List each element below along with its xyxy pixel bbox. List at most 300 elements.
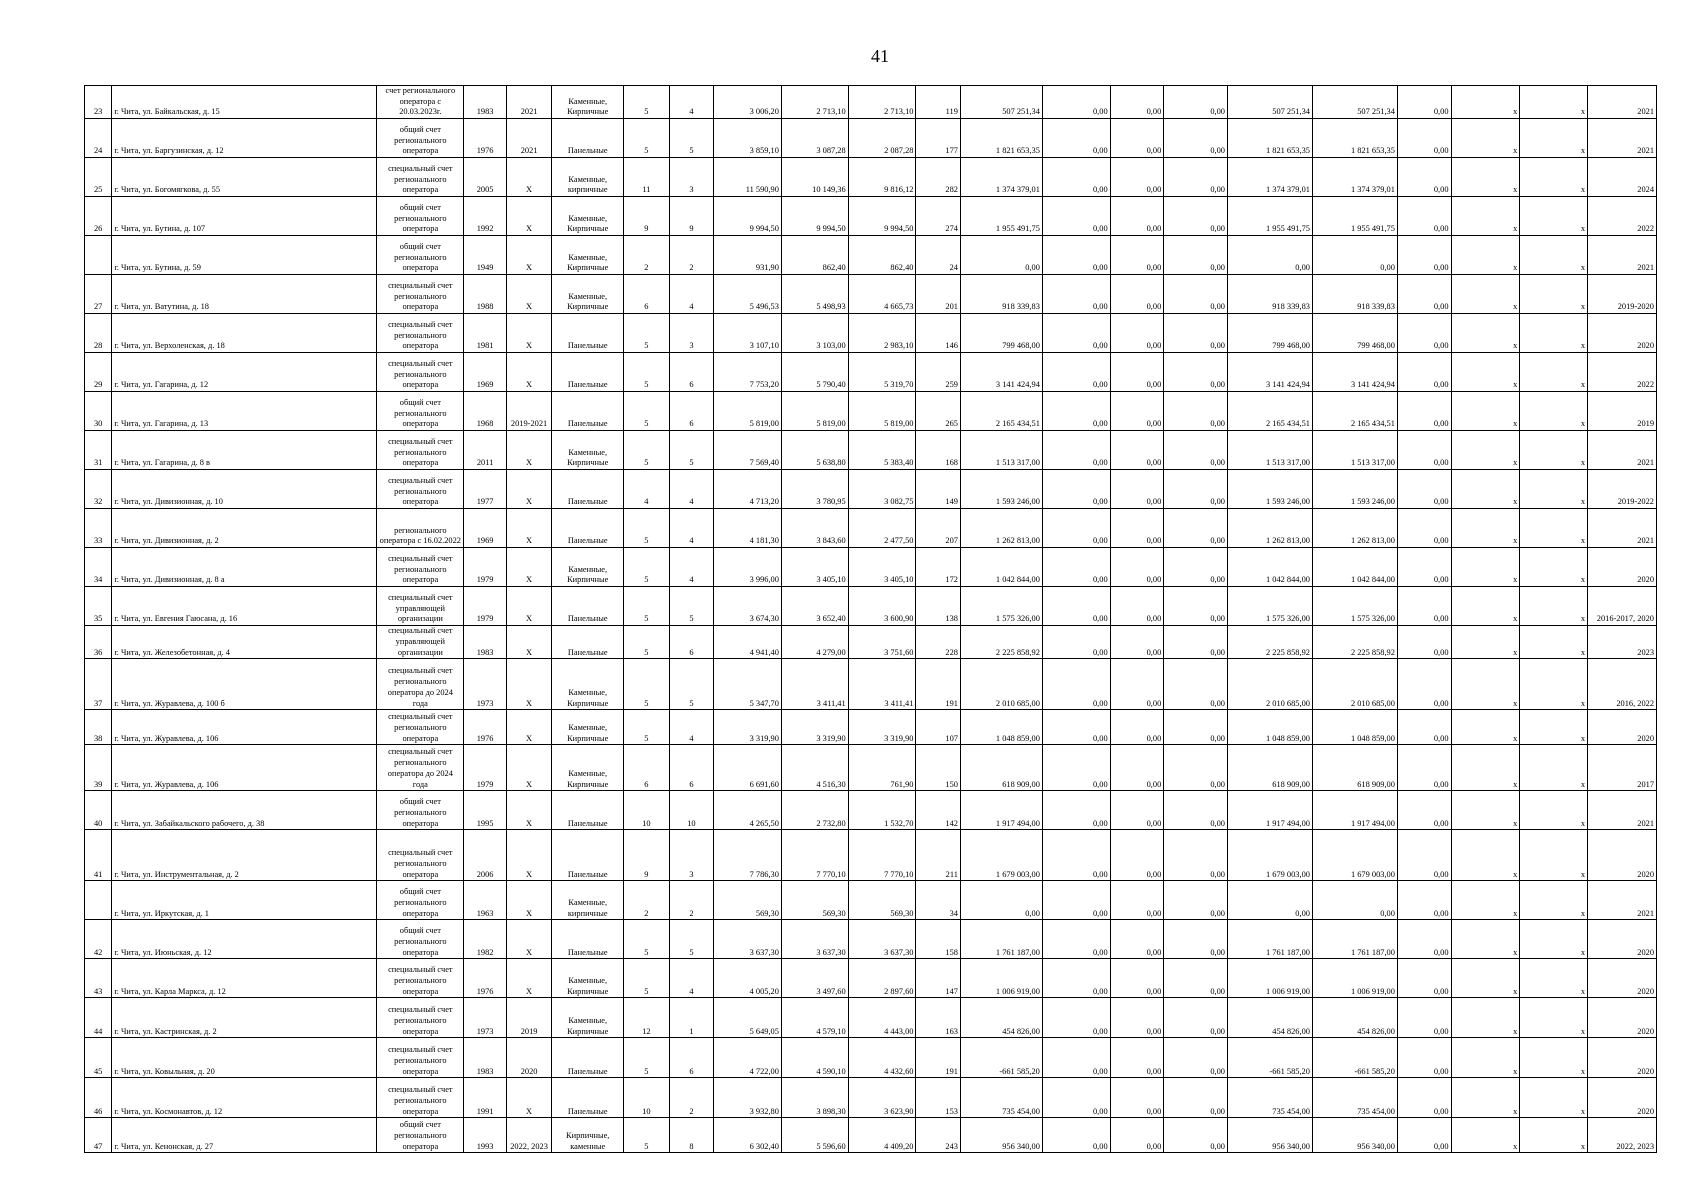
planned-term-cell: 2021 (1588, 881, 1657, 920)
planned-term-cell: 2020 (1588, 830, 1657, 881)
owners-funds-cell: 918 339,83 (1227, 275, 1312, 314)
other-funds-cell: 0,00 (1397, 881, 1451, 920)
total-area-cell: 5 347,70 (714, 659, 782, 710)
residents-cell: 149 (916, 470, 961, 509)
owners-funds-total-cell: 1 761 187,00 (1312, 920, 1397, 959)
entrances-cell: 2 (669, 1078, 714, 1118)
row-number: 36 (85, 626, 112, 659)
total-cost-cell: 3 141 424,94 (960, 353, 1042, 392)
address-cell: г. Чита, ул. Кастринская, д. 2 (112, 998, 377, 1038)
living-area-cell: 9 816,12 (848, 158, 916, 197)
account-type-cell: специальный счет регионального оператора до 2024 года (377, 659, 464, 710)
unit-cost-cell: x (1451, 119, 1520, 158)
local-budget-cell: 0,00 (1164, 659, 1228, 710)
total-area-cell: 4 722,00 (714, 1038, 782, 1078)
total-area-cell: 3 637,30 (714, 920, 782, 959)
row-number: 23 (85, 86, 112, 119)
living-area-cell: 3 637,30 (848, 920, 916, 959)
address-cell: г. Чита, ул. Гагарина, д. 12 (112, 353, 377, 392)
floors-cell: 6 (624, 745, 670, 791)
regional-budget-cell: 0,00 (1110, 881, 1164, 920)
planned-term-cell: 2022 (1588, 197, 1657, 236)
table-row (85, 86, 1657, 119)
total-area-cell: 4 941,40 (714, 626, 782, 659)
total-cost-cell: 1 374 379,01 (960, 158, 1042, 197)
rooms-area-cell: 3 103,00 (781, 314, 848, 353)
other-funds-cell: 0,00 (1397, 1038, 1451, 1078)
address-cell: г. Чита, ул. Гагарина, д. 8 в (112, 431, 377, 470)
row-number (85, 881, 112, 920)
residents-cell: 259 (916, 353, 961, 392)
total-cost-cell: 1 575 326,00 (960, 587, 1042, 626)
table-row (85, 791, 1657, 830)
last-repair-cell: Х (506, 745, 552, 791)
federal-fund-cell: 0,00 (1042, 1038, 1110, 1078)
other-funds-cell: 0,00 (1397, 236, 1451, 275)
total-cost-cell: 1 761 187,00 (960, 920, 1042, 959)
max-unit-cost-cell: x (1520, 745, 1588, 791)
floors-cell: 5 (624, 1118, 670, 1153)
residents-cell: 119 (916, 86, 961, 119)
total-area-cell: 6 691,60 (714, 745, 782, 791)
floors-cell: 5 (624, 119, 670, 158)
owners-funds-total-cell: 0,00 (1312, 881, 1397, 920)
residents-cell: 168 (916, 431, 961, 470)
build-year-cell: 1983 (464, 1038, 506, 1078)
planned-term-cell: 2021 (1588, 119, 1657, 158)
entrances-cell: 3 (669, 314, 714, 353)
total-cost-cell: 1 513 317,00 (960, 431, 1042, 470)
account-type-cell: счет регионального оператора с 20.03.2023г. (377, 86, 464, 119)
rooms-area-cell: 4 516,30 (781, 745, 848, 791)
table-row (85, 119, 1657, 158)
residents-cell: 24 (916, 236, 961, 275)
local-budget-cell: 0,00 (1164, 197, 1228, 236)
entrances-cell: 5 (669, 431, 714, 470)
account-type-cell: специальный счет регионального оператора (377, 470, 464, 509)
address-cell: г. Чита, ул. Инструментальная, д. 2 (112, 830, 377, 881)
entrances-cell: 5 (669, 659, 714, 710)
living-area-cell: 3 751,60 (848, 626, 916, 659)
row-number: 44 (85, 998, 112, 1038)
planned-term-cell: 2020 (1588, 998, 1657, 1038)
row-number: 39 (85, 745, 112, 791)
planned-term-cell: 2023 (1588, 626, 1657, 659)
address-cell: г. Чита, ул. Журавлева, д. 106 (112, 710, 377, 745)
floors-cell: 5 (624, 1038, 670, 1078)
table-row (85, 710, 1657, 745)
unit-cost-cell: x (1451, 197, 1520, 236)
floors-cell: 5 (624, 314, 670, 353)
total-area-cell: 3 859,10 (714, 119, 782, 158)
unit-cost-cell: x (1451, 998, 1520, 1038)
table-row (85, 197, 1657, 236)
total-cost-cell: 956 340,00 (960, 1118, 1042, 1153)
max-unit-cost-cell: x (1520, 791, 1588, 830)
account-type-cell: общий счет регионального оператора (377, 881, 464, 920)
build-year-cell: 1982 (464, 920, 506, 959)
regional-budget-cell: 0,00 (1110, 920, 1164, 959)
living-area-cell: 3 600,90 (848, 587, 916, 626)
max-unit-cost-cell: x (1520, 197, 1588, 236)
regional-budget-cell: 0,00 (1110, 830, 1164, 881)
owners-funds-cell: 735 454,00 (1227, 1078, 1312, 1118)
unit-cost-cell: x (1451, 509, 1520, 548)
owners-funds-cell: 1 048 859,00 (1227, 710, 1312, 745)
federal-fund-cell: 0,00 (1042, 119, 1110, 158)
other-funds-cell: 0,00 (1397, 791, 1451, 830)
max-unit-cost-cell: x (1520, 509, 1588, 548)
living-area-cell: 4 665,73 (848, 275, 916, 314)
regional-budget-cell: 0,00 (1110, 86, 1164, 119)
floors-cell: 11 (624, 158, 670, 197)
last-repair-cell: 2021 (506, 86, 552, 119)
planned-term-cell: 2020 (1588, 959, 1657, 998)
living-area-cell: 5 383,40 (848, 431, 916, 470)
floors-cell: 12 (624, 998, 670, 1038)
entrances-cell: 10 (669, 791, 714, 830)
local-budget-cell: 0,00 (1164, 710, 1228, 745)
max-unit-cost-cell: x (1520, 314, 1588, 353)
owners-funds-total-cell: 0,00 (1312, 236, 1397, 275)
last-repair-cell: Х (506, 710, 552, 745)
max-unit-cost-cell: x (1520, 392, 1588, 431)
row-number: 38 (85, 710, 112, 745)
address-cell: г. Чита, ул. Иркутская, д. 1 (112, 881, 377, 920)
last-repair-cell: Х (506, 881, 552, 920)
owners-funds-total-cell: 1 513 317,00 (1312, 431, 1397, 470)
total-area-cell: 11 590,90 (714, 158, 782, 197)
federal-fund-cell: 0,00 (1042, 745, 1110, 791)
total-cost-cell: 2 010 685,00 (960, 659, 1042, 710)
build-year-cell: 1979 (464, 548, 506, 587)
entrances-cell: 4 (669, 470, 714, 509)
owners-funds-cell: 1 513 317,00 (1227, 431, 1312, 470)
entrances-cell: 5 (669, 587, 714, 626)
living-area-cell: 4 409,20 (848, 1118, 916, 1153)
account-type-cell: специальный счет регионального оператора (377, 830, 464, 881)
build-year-cell: 1981 (464, 314, 506, 353)
other-funds-cell: 0,00 (1397, 959, 1451, 998)
owners-funds-cell: 1 374 379,01 (1227, 158, 1312, 197)
planned-term-cell: 2019 (1588, 392, 1657, 431)
total-cost-cell: 2 225 858,92 (960, 626, 1042, 659)
regional-budget-cell: 0,00 (1110, 275, 1164, 314)
living-area-cell: 4 432,60 (848, 1038, 916, 1078)
total-area-cell: 6 302,40 (714, 1118, 782, 1153)
row-number: 31 (85, 431, 112, 470)
federal-fund-cell: 0,00 (1042, 659, 1110, 710)
local-budget-cell: 0,00 (1164, 392, 1228, 431)
living-area-cell: 2 983,10 (848, 314, 916, 353)
wall-material-cell: Панельные (552, 791, 624, 830)
local-budget-cell: 0,00 (1164, 236, 1228, 275)
regional-budget-cell: 0,00 (1110, 509, 1164, 548)
federal-fund-cell: 0,00 (1042, 830, 1110, 881)
unit-cost-cell: x (1451, 353, 1520, 392)
unit-cost-cell: x (1451, 710, 1520, 745)
other-funds-cell: 0,00 (1397, 275, 1451, 314)
owners-funds-cell: 1 679 003,00 (1227, 830, 1312, 881)
total-cost-cell: 1 006 919,00 (960, 959, 1042, 998)
wall-material-cell: Каменные, Кирпичные (552, 548, 624, 587)
unit-cost-cell: x (1451, 158, 1520, 197)
floors-cell: 5 (624, 587, 670, 626)
residents-cell: 34 (916, 881, 961, 920)
table-row (85, 1118, 1657, 1153)
entrances-cell: 6 (669, 626, 714, 659)
regional-budget-cell: 0,00 (1110, 158, 1164, 197)
account-type-cell: специальный счет регионального оператора (377, 1038, 464, 1078)
max-unit-cost-cell: x (1520, 158, 1588, 197)
entrances-cell: 6 (669, 1038, 714, 1078)
last-repair-cell: Х (506, 158, 552, 197)
other-funds-cell: 0,00 (1397, 86, 1451, 119)
build-year-cell: 1976 (464, 119, 506, 158)
account-type-cell: специальный счет регионального оператора (377, 314, 464, 353)
address-cell: г. Чита, ул. Дивизионная, д. 8 а (112, 548, 377, 587)
local-budget-cell: 0,00 (1164, 587, 1228, 626)
account-type-cell: специальный счет управляющей организации (377, 587, 464, 626)
owners-funds-cell: 454 826,00 (1227, 998, 1312, 1038)
local-budget-cell: 0,00 (1164, 86, 1228, 119)
wall-material-cell: Панельные (552, 920, 624, 959)
planned-term-cell: 2021 (1588, 86, 1657, 119)
regional-budget-cell: 0,00 (1110, 119, 1164, 158)
planned-term-cell: 2021 (1588, 236, 1657, 275)
max-unit-cost-cell: x (1520, 626, 1588, 659)
wall-material-cell: Панельные (552, 470, 624, 509)
build-year-cell: 1977 (464, 470, 506, 509)
unit-cost-cell: x (1451, 470, 1520, 509)
residents-cell: 147 (916, 959, 961, 998)
account-type-cell: специальный счет регионального оператора (377, 353, 464, 392)
owners-funds-cell: 1 821 653,35 (1227, 119, 1312, 158)
unit-cost-cell: x (1451, 920, 1520, 959)
entrances-cell: 8 (669, 1118, 714, 1153)
address-cell: г. Чита, ул. Журавлева, д. 100 б (112, 659, 377, 710)
account-type-cell: регионального оператора с 16.02.2022 (377, 509, 464, 548)
max-unit-cost-cell: x (1520, 659, 1588, 710)
local-budget-cell: 0,00 (1164, 959, 1228, 998)
residents-cell: 163 (916, 998, 961, 1038)
federal-fund-cell: 0,00 (1042, 509, 1110, 548)
unit-cost-cell: x (1451, 431, 1520, 470)
entrances-cell: 9 (669, 197, 714, 236)
row-number: 26 (85, 197, 112, 236)
federal-fund-cell: 0,00 (1042, 236, 1110, 275)
max-unit-cost-cell: x (1520, 587, 1588, 626)
total-area-cell: 5 496,53 (714, 275, 782, 314)
build-year-cell: 1976 (464, 710, 506, 745)
wall-material-cell: Панельные (552, 392, 624, 431)
max-unit-cost-cell: x (1520, 119, 1588, 158)
account-type-cell: общий счет регионального оператора (377, 920, 464, 959)
address-cell: г. Чита, ул. Космонавтов, д. 12 (112, 1078, 377, 1118)
table-row (85, 431, 1657, 470)
table-row (85, 959, 1657, 998)
owners-funds-total-cell: 1 006 919,00 (1312, 959, 1397, 998)
wall-material-cell: Каменные, кирпичные (552, 158, 624, 197)
row-number: 40 (85, 791, 112, 830)
regional-budget-cell: 0,00 (1110, 626, 1164, 659)
rooms-area-cell: 5 498,93 (781, 275, 848, 314)
regional-budget-cell: 0,00 (1110, 710, 1164, 745)
table-row (85, 881, 1657, 920)
owners-funds-total-cell: 735 454,00 (1312, 1078, 1397, 1118)
last-repair-cell: Х (506, 470, 552, 509)
rooms-area-cell: 3 087,28 (781, 119, 848, 158)
floors-cell: 5 (624, 353, 670, 392)
federal-fund-cell: 0,00 (1042, 1118, 1110, 1153)
owners-funds-cell: 1 262 813,00 (1227, 509, 1312, 548)
entrances-cell: 1 (669, 998, 714, 1038)
total-area-cell: 4 181,30 (714, 509, 782, 548)
other-funds-cell: 0,00 (1397, 830, 1451, 881)
address-cell: г. Чита, ул. Карла Маркса, д. 12 (112, 959, 377, 998)
owners-funds-total-cell: 1 955 491,75 (1312, 197, 1397, 236)
max-unit-cost-cell: x (1520, 710, 1588, 745)
planned-term-cell: 2021 (1588, 431, 1657, 470)
entrances-cell: 6 (669, 392, 714, 431)
row-number: 33 (85, 509, 112, 548)
floors-cell: 5 (624, 431, 670, 470)
unit-cost-cell: x (1451, 1118, 1520, 1153)
table-row (85, 998, 1657, 1038)
row-number: 34 (85, 548, 112, 587)
residents-cell: 207 (916, 509, 961, 548)
local-budget-cell: 0,00 (1164, 791, 1228, 830)
unit-cost-cell: x (1451, 86, 1520, 119)
owners-funds-cell: 1 761 187,00 (1227, 920, 1312, 959)
wall-material-cell: Панельные (552, 509, 624, 548)
max-unit-cost-cell: x (1520, 998, 1588, 1038)
local-budget-cell: 0,00 (1164, 509, 1228, 548)
owners-funds-cell: 3 141 424,94 (1227, 353, 1312, 392)
last-repair-cell: 2022, 2023 (506, 1118, 552, 1153)
planned-term-cell: 2022, 2023 (1588, 1118, 1657, 1153)
last-repair-cell: Х (506, 314, 552, 353)
regional-budget-cell: 0,00 (1110, 587, 1164, 626)
row-number: 30 (85, 392, 112, 431)
build-year-cell: 1963 (464, 881, 506, 920)
build-year-cell: 1949 (464, 236, 506, 275)
total-cost-cell: -661 585,20 (960, 1038, 1042, 1078)
rooms-area-cell: 5 790,40 (781, 353, 848, 392)
regional-budget-cell: 0,00 (1110, 392, 1164, 431)
planned-term-cell: 2020 (1588, 1078, 1657, 1118)
address-cell: г. Чита, ул. Забайкальского рабочего, д. 38 (112, 791, 377, 830)
owners-funds-total-cell: 1 374 379,01 (1312, 158, 1397, 197)
total-area-cell: 931,90 (714, 236, 782, 275)
row-number: 32 (85, 470, 112, 509)
rooms-area-cell: 3 843,60 (781, 509, 848, 548)
unit-cost-cell: x (1451, 659, 1520, 710)
max-unit-cost-cell: x (1520, 920, 1588, 959)
total-area-cell: 9 994,50 (714, 197, 782, 236)
last-repair-cell: Х (506, 587, 552, 626)
living-area-cell: 2 087,28 (848, 119, 916, 158)
federal-fund-cell: 0,00 (1042, 158, 1110, 197)
residents-cell: 153 (916, 1078, 961, 1118)
wall-material-cell: Панельные (552, 1078, 624, 1118)
floors-cell: 5 (624, 710, 670, 745)
federal-fund-cell: 0,00 (1042, 791, 1110, 830)
residents-cell: 191 (916, 1038, 961, 1078)
residents-cell: 274 (916, 197, 961, 236)
table-row (85, 1038, 1657, 1078)
regional-budget-cell: 0,00 (1110, 314, 1164, 353)
table-row (85, 158, 1657, 197)
account-type-cell: специальный счет регионального оператора (377, 1078, 464, 1118)
build-year-cell: 2006 (464, 830, 506, 881)
max-unit-cost-cell: x (1520, 1118, 1588, 1153)
residents-cell: 243 (916, 1118, 961, 1153)
address-cell: г. Чита, ул. Июньская, д. 12 (112, 920, 377, 959)
last-repair-cell: Х (506, 275, 552, 314)
planned-term-cell: 2020 (1588, 710, 1657, 745)
residents-cell: 142 (916, 791, 961, 830)
max-unit-cost-cell: x (1520, 236, 1588, 275)
build-year-cell: 1992 (464, 197, 506, 236)
entrances-cell: 3 (669, 158, 714, 197)
residents-cell: 265 (916, 392, 961, 431)
residents-cell: 107 (916, 710, 961, 745)
living-area-cell: 5 319,70 (848, 353, 916, 392)
living-area-cell: 569,30 (848, 881, 916, 920)
floors-cell: 5 (624, 659, 670, 710)
local-budget-cell: 0,00 (1164, 1038, 1228, 1078)
unit-cost-cell: x (1451, 745, 1520, 791)
address-cell: г. Чита, ул. Баргузинская, д. 12 (112, 119, 377, 158)
row-number: 47 (85, 1118, 112, 1153)
owners-funds-total-cell: 1 575 326,00 (1312, 587, 1397, 626)
regional-budget-cell: 0,00 (1110, 1078, 1164, 1118)
table-row (85, 745, 1657, 791)
owners-funds-total-cell: 1 821 653,35 (1312, 119, 1397, 158)
federal-fund-cell: 0,00 (1042, 998, 1110, 1038)
table-row (85, 587, 1657, 626)
account-type-cell: специальный счет регионального оператора (377, 431, 464, 470)
last-repair-cell: 2020 (506, 1038, 552, 1078)
other-funds-cell: 0,00 (1397, 119, 1451, 158)
address-cell: г. Чита, ул. Дивизионная, д. 10 (112, 470, 377, 509)
wall-material-cell: Панельные (552, 119, 624, 158)
build-year-cell: 1995 (464, 791, 506, 830)
build-year-cell: 1973 (464, 659, 506, 710)
last-repair-cell: Х (506, 548, 552, 587)
wall-material-cell: Каменные, Кирпичные (552, 659, 624, 710)
table-row (85, 626, 1657, 659)
owners-funds-total-cell: 1 593 246,00 (1312, 470, 1397, 509)
build-year-cell: 1988 (464, 275, 506, 314)
address-cell: г. Чита, ул. Байкальская, д. 15 (112, 86, 377, 119)
last-repair-cell: Х (506, 626, 552, 659)
total-area-cell: 7 753,20 (714, 353, 782, 392)
page-number: 41 (871, 46, 889, 66)
owners-funds-cell: 1 006 919,00 (1227, 959, 1312, 998)
other-funds-cell: 0,00 (1397, 587, 1451, 626)
regional-budget-cell: 0,00 (1110, 548, 1164, 587)
wall-material-cell: Каменные, кирпичные (552, 881, 624, 920)
rooms-area-cell: 569,30 (781, 881, 848, 920)
account-type-cell: общий счет регионального оператора (377, 119, 464, 158)
owners-funds-total-cell: 799 468,00 (1312, 314, 1397, 353)
max-unit-cost-cell: x (1520, 1038, 1588, 1078)
floors-cell: 5 (624, 86, 670, 119)
owners-funds-cell: 1 593 246,00 (1227, 470, 1312, 509)
rooms-area-cell: 3 652,40 (781, 587, 848, 626)
